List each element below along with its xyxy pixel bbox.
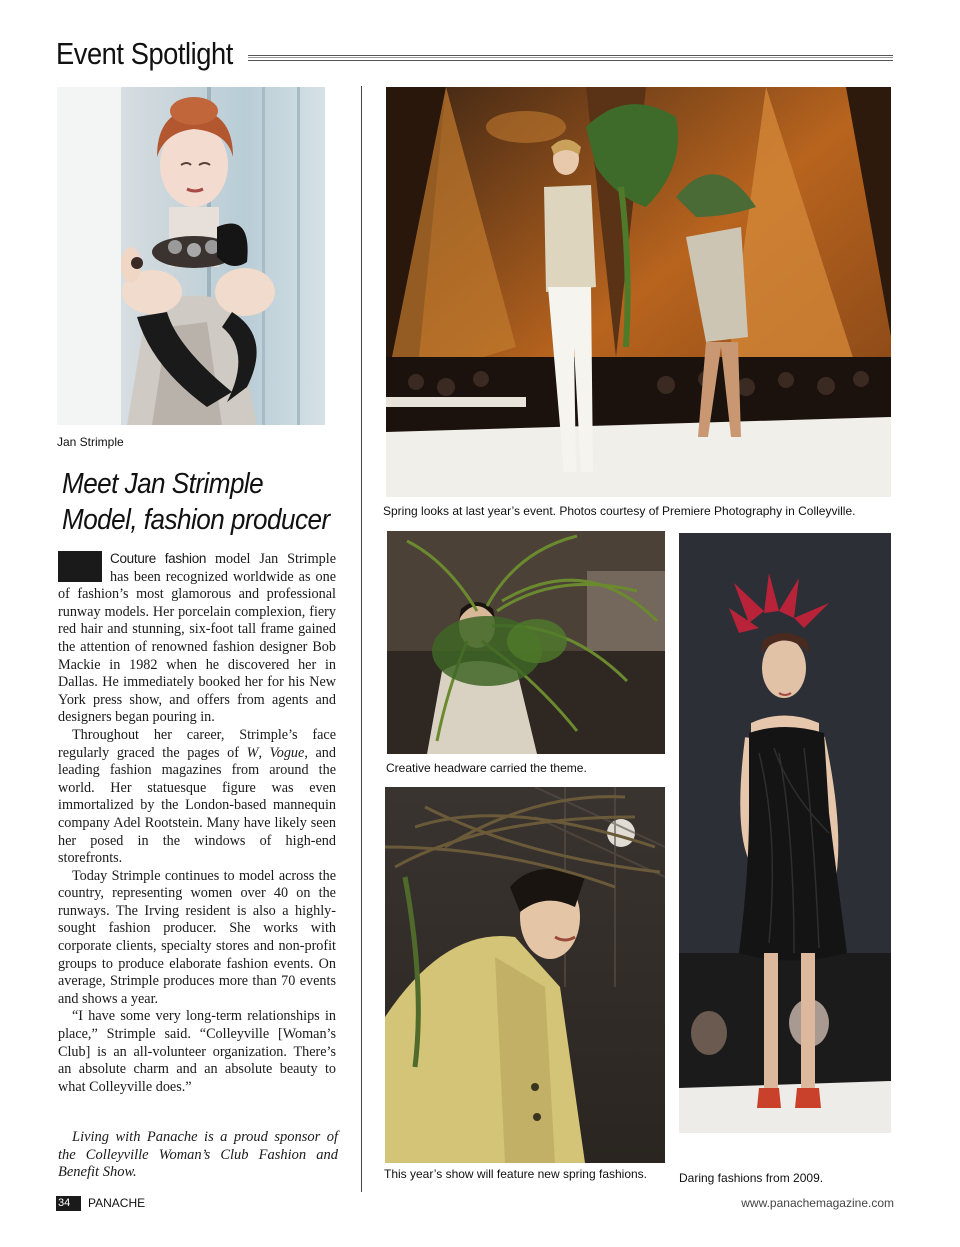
runway-caption: Spring looks at last year’s event. Photos courtesy of Premiere Photography in Colleyville. bbox=[383, 504, 856, 518]
section-title: Event Spotlight bbox=[56, 36, 233, 71]
paragraph-2: Throughout her career, Strimple’s face regularly graced the pages of W, Vogue, and leading fashion magazines from around the world. Her statuesque figure was even immortalized by the London-based mannequin company Adel Rootstein. Many have likely seen her posed in the windows of high-end storefronts. bbox=[58, 726, 336, 867]
headware-photo bbox=[387, 531, 665, 754]
headline-line-2: Model, fashion producer bbox=[62, 504, 330, 536]
page-number: 34 bbox=[56, 1196, 81, 1211]
runway-photo bbox=[386, 87, 891, 497]
headware-caption: Creative headware carried the theme. bbox=[386, 761, 587, 775]
daring-fashions-caption: Daring fashions from 2009. bbox=[679, 1171, 824, 1185]
column-divider bbox=[361, 86, 362, 1192]
headline-line-1: Meet Jan Strimple bbox=[62, 468, 264, 500]
magazine-url[interactable]: www.panachemagazine.com bbox=[741, 1196, 894, 1210]
paragraph-4: “I have some very long-term relationships in place,” Strimple said. “Colleyville [Woman’s Club] is an all-volunteer organization. There’s an absolute charm and an absolute beauty to what Colleyville does.” bbox=[58, 1008, 336, 1095]
portrait-photo bbox=[57, 87, 325, 425]
paragraph-3: Today Strimple continues to model across the country, representing women over 40 on the runways. The Irving resident is also a highly-sought fashion producer. She works with corporate clients, specialty stores and non-profit groups to produce elaborate fashion events. On average, Strimple produces more than 70 events and shows a year. bbox=[58, 867, 336, 1007]
magazine-name: PANACHE bbox=[88, 1196, 146, 1210]
lead-in: Couture fashion bbox=[110, 551, 207, 566]
portrait-caption: Jan Strimple bbox=[57, 435, 124, 449]
paragraph-1: Couture fashion model Jan Strimple has been recognized worldwide as one of fashion’s most glamorous and professional runway models. Her porcelain complexion, fiery red hair and stunning, six-foot tall frame gained the attention of renowned fashion designer Bob Mackie in 1982 when he discovered her in Dallas. He immediately booked her for his New York press show, and offers from agents and designers began pouring in. bbox=[58, 551, 336, 726]
article-body bbox=[58, 550, 336, 1096]
spring-fashions-caption: This year’s show will feature new spring fashions. bbox=[384, 1167, 648, 1181]
article-headline bbox=[62, 466, 362, 538]
spring-fashions-photo bbox=[385, 787, 665, 1163]
title-rule bbox=[248, 55, 893, 61]
sponsor-note: Living with Panache is a proud sponsor of the Colleyville Woman’s Club Fashion and Benefit Show. bbox=[58, 1129, 338, 1181]
daring-fashions-photo bbox=[679, 533, 891, 1133]
